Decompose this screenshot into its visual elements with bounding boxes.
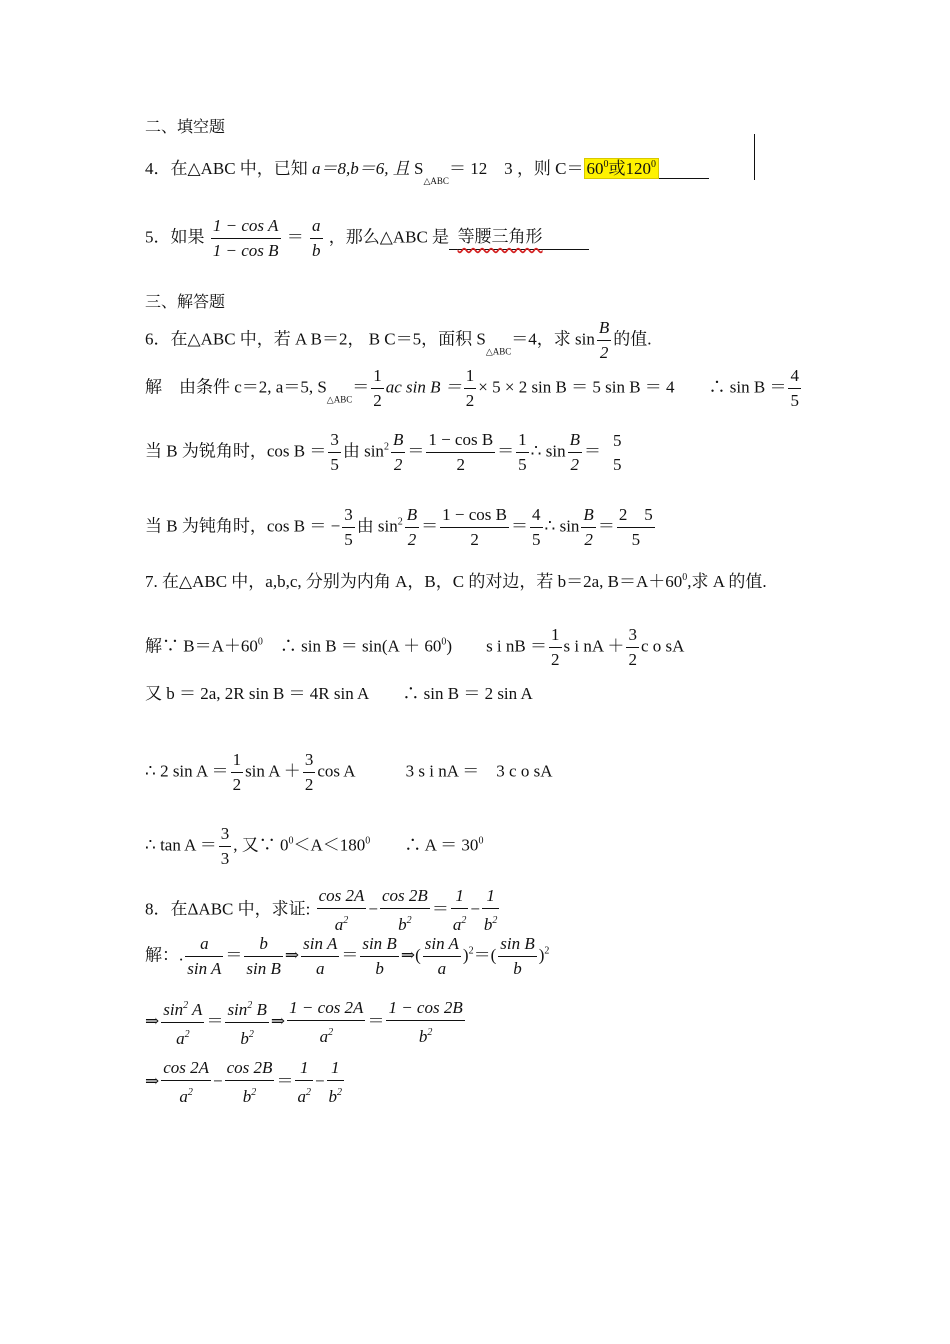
q4-area-value: 12 3 bbox=[470, 159, 513, 178]
u1-lp2: ( bbox=[490, 945, 497, 965]
s2-g-d: 2 bbox=[393, 455, 403, 474]
u1-f6 bbox=[498, 932, 536, 981]
s2-i bbox=[516, 428, 529, 477]
s1-sub: △ABC bbox=[326, 394, 353, 405]
t4-c: ＜A＜180 bbox=[293, 835, 366, 855]
u2-f1-dsup: 2 bbox=[184, 1029, 190, 1040]
t3-f2-n: 3 bbox=[303, 748, 316, 773]
question-5 bbox=[145, 214, 589, 263]
u1-f4-n: sin B bbox=[360, 932, 398, 957]
q4-highlighted-answer bbox=[584, 158, 660, 179]
s1-half2 bbox=[464, 364, 477, 413]
t4-a: ∴ tan A ＝ bbox=[145, 835, 217, 855]
u3-f4-sup: 2 bbox=[337, 1087, 343, 1098]
u2-f4-sup: 2 bbox=[427, 1027, 433, 1038]
s3-i-d: 5 bbox=[532, 530, 541, 549]
q6-tail: 的值. bbox=[613, 329, 652, 349]
u2-f3 bbox=[287, 996, 365, 1049]
u3-f1 bbox=[161, 1056, 211, 1109]
t1-sup: 0 bbox=[257, 636, 263, 648]
q8-f1-n: cos 2A bbox=[317, 884, 367, 909]
t3-f1-d: 2 bbox=[232, 775, 242, 794]
s2-f-d: 5 bbox=[330, 455, 339, 474]
q7-sup: 0 bbox=[682, 572, 688, 583]
q8-f2 bbox=[380, 884, 430, 937]
t4-d: ∴ A ＝ 30 bbox=[370, 835, 479, 855]
q6-frac-d: 2 bbox=[599, 343, 609, 362]
s3-i bbox=[530, 503, 543, 552]
s3-a: 当 B 为钝角时，cos B ＝ − bbox=[145, 516, 341, 536]
t1-f2-n: 3 bbox=[626, 623, 639, 648]
u2-f2-dsup: 2 bbox=[248, 1029, 254, 1040]
t1-e: c o sA bbox=[640, 636, 685, 656]
u1-f5 bbox=[423, 932, 461, 981]
q8-solution-line-1 bbox=[145, 932, 549, 981]
q5-answer-blank bbox=[449, 225, 589, 250]
q8-f3 bbox=[451, 884, 469, 937]
q5-den1: 1 − cos B bbox=[212, 241, 279, 260]
q4-area-sub: △ABC bbox=[423, 176, 449, 186]
s3-j-d: 2 bbox=[584, 530, 593, 549]
s2-a: 当 B 为锐角时，cos B ＝ bbox=[145, 441, 327, 461]
u1-f2-d: sin B bbox=[246, 959, 281, 978]
s2-j-n: B bbox=[568, 428, 582, 453]
q8-f3-d: a bbox=[452, 915, 462, 934]
q5-num2: a bbox=[310, 214, 323, 239]
u3-f2-n: cos 2B bbox=[225, 1056, 275, 1081]
u2-f1-na: A bbox=[192, 1000, 203, 1019]
q4-answer-60: 60 bbox=[586, 159, 604, 178]
q8-text: 8．在ΔABC 中，求证: bbox=[145, 899, 311, 919]
u3-f1-n: cos 2A bbox=[161, 1056, 211, 1081]
q7-solution-line-2: 又 b ＝ 2a, 2R sin B ＝ 4R sin A ∴ sin B ＝ 2 sin A bbox=[145, 684, 533, 703]
t1-a: 解∵ B＝A＋60 bbox=[145, 636, 258, 656]
q7-solution-line-1 bbox=[145, 623, 684, 672]
t1-b: ∴ sin B ＝ sin(A ＋ 60 bbox=[262, 636, 442, 656]
q6-solution-line-2 bbox=[145, 428, 625, 477]
t3-f1-n: 1 bbox=[231, 748, 244, 773]
q5-answer: 等腰三角形 bbox=[457, 227, 543, 247]
question-4 bbox=[145, 153, 709, 193]
q8-eq: ＝ bbox=[431, 899, 449, 919]
u2-f4-d: b bbox=[418, 1027, 428, 1046]
s1-half2-d: 2 bbox=[465, 391, 475, 410]
u3-f3-n: 1 bbox=[295, 1056, 313, 1081]
s3-f-n: 3 bbox=[342, 503, 355, 528]
u2-f3-sup: 2 bbox=[328, 1027, 334, 1038]
q8-solution-line-2 bbox=[145, 994, 467, 1051]
u3-f2 bbox=[225, 1056, 275, 1109]
s2-k bbox=[611, 429, 624, 477]
u3-f3-d: a bbox=[297, 1087, 306, 1106]
u1-f1 bbox=[185, 932, 223, 981]
t4-sup: 0 bbox=[288, 835, 294, 847]
section-title-solutions: 三、解答题 bbox=[145, 294, 226, 311]
text-cursor-bar bbox=[754, 134, 755, 180]
u3-arrow: ⇒ bbox=[145, 1071, 160, 1091]
t3-b: sin A ＋ bbox=[245, 761, 301, 781]
q6-text2: ＝4，求 sin bbox=[511, 329, 595, 349]
u2-eq2: ＝ bbox=[367, 1011, 385, 1031]
u3-f2-d: b bbox=[242, 1087, 252, 1106]
q5-eq: ＝ bbox=[286, 227, 304, 247]
q5-num1: 1 − cos A bbox=[211, 214, 281, 239]
s2-sup: 2 bbox=[383, 441, 389, 453]
s2-i-d: 5 bbox=[518, 455, 527, 474]
s3-j-n: B bbox=[581, 503, 595, 528]
s2-g-n: B bbox=[391, 428, 405, 453]
q4-degree-b: 0 bbox=[651, 159, 657, 170]
q4-area-symbol: S bbox=[414, 159, 424, 178]
section-title-fill-in: 二、填空题 bbox=[145, 119, 226, 136]
s3-k bbox=[617, 503, 655, 552]
u2-f1-d: a bbox=[176, 1029, 185, 1048]
s2-b: 由 sin bbox=[342, 441, 384, 461]
u3-f2-sup: 2 bbox=[251, 1087, 257, 1098]
u1-f1-n: a bbox=[185, 932, 223, 957]
s2-f-n: 3 bbox=[328, 428, 341, 453]
u1-arrow2: ⇒ bbox=[400, 945, 416, 965]
u1-f1-d: sin A bbox=[187, 959, 222, 978]
u2-f1 bbox=[161, 994, 204, 1051]
u2-f2-n: sin bbox=[227, 1000, 248, 1019]
q6-solution-line-3 bbox=[145, 503, 657, 552]
s3-e: ∴ sin bbox=[544, 516, 580, 536]
q6-sub: △ABC bbox=[485, 346, 512, 357]
u2-f3-n: 1 − cos 2A bbox=[287, 996, 365, 1021]
t4-f-n: 3 bbox=[219, 822, 232, 847]
t3-c: cos A 3 s i nA ＝ 3 c o sA bbox=[317, 761, 553, 781]
q8-f3-n: 1 bbox=[451, 884, 469, 909]
s3-h-n: 1 − cos B bbox=[440, 503, 509, 528]
q6-frac-n: B bbox=[597, 316, 611, 341]
s1-four-fifths bbox=[788, 364, 801, 413]
q8-f4-sup: 2 bbox=[492, 915, 498, 926]
u3-eq: ＝ bbox=[276, 1071, 294, 1091]
u2-f1-sup: 2 bbox=[183, 1000, 189, 1011]
s1-dn: 5 bbox=[790, 391, 799, 410]
question-8 bbox=[145, 884, 501, 937]
u1-f6-n: sin B bbox=[498, 932, 536, 957]
s2-k-d: 5 bbox=[612, 454, 622, 474]
s3-g-d: 2 bbox=[407, 530, 417, 549]
s2-e: ∴ sin bbox=[530, 441, 566, 461]
t3-f1 bbox=[231, 748, 244, 797]
t4-b: , 又∵ 0 bbox=[233, 835, 289, 855]
s3-g bbox=[405, 503, 419, 552]
q6-frac bbox=[597, 316, 611, 365]
s1-c: ac sin B ＝ bbox=[385, 377, 462, 397]
q4-area-eq: ＝ bbox=[448, 159, 466, 178]
q6-solution-line-1 bbox=[145, 364, 803, 413]
u1-rp: ) bbox=[462, 945, 469, 965]
q8-f4-d: b bbox=[483, 915, 493, 934]
q5-mid: ，那么△ABC 是 bbox=[328, 227, 450, 247]
q4-answer-blank bbox=[584, 159, 710, 179]
t4-f bbox=[219, 822, 232, 871]
q8-f4-n: 1 bbox=[482, 884, 500, 909]
u2-f2 bbox=[225, 994, 268, 1051]
question-6 bbox=[145, 316, 652, 365]
q5-den2: b bbox=[312, 241, 321, 260]
s1-half-d: 2 bbox=[373, 391, 382, 410]
q8-f1 bbox=[317, 884, 367, 937]
t3-f2 bbox=[303, 748, 316, 797]
u1-lp: ( bbox=[415, 945, 421, 965]
t1-f1 bbox=[549, 623, 562, 672]
s1-half-n: 1 bbox=[371, 364, 384, 389]
s2-h bbox=[426, 428, 495, 477]
s3-f2: ＝ bbox=[597, 516, 615, 536]
u2-f4 bbox=[386, 996, 464, 1049]
u2-f1-n: sin bbox=[163, 1000, 184, 1019]
u2-f2-sup: 2 bbox=[247, 1000, 253, 1011]
s2-k-n: 5 bbox=[612, 430, 622, 450]
t3-a: ∴ 2 sin A ＝ bbox=[145, 761, 229, 781]
s3-c: ＝ bbox=[421, 516, 439, 536]
u1-sup: 2 bbox=[468, 945, 474, 957]
s3-g-n: B bbox=[405, 503, 419, 528]
t4-sup3: 0 bbox=[478, 835, 484, 847]
s3-h-d: 2 bbox=[470, 530, 479, 549]
s3-b: 由 sin bbox=[356, 516, 398, 536]
q7-solution-line-3 bbox=[145, 748, 553, 797]
u3-f3-sup: 2 bbox=[305, 1087, 311, 1098]
t4-sup2: 0 bbox=[365, 835, 371, 847]
u1-f4 bbox=[360, 932, 398, 981]
q8-f2-sup: 2 bbox=[406, 915, 412, 926]
q5-fraction-cos bbox=[211, 214, 281, 263]
u3-f4 bbox=[327, 1056, 345, 1109]
q8-f1-d: a bbox=[334, 915, 344, 934]
q8-minus2: − bbox=[470, 899, 480, 919]
u1-eq: ＝ bbox=[225, 945, 243, 965]
s3-d: ＝ bbox=[511, 516, 529, 536]
u1-rp2: ) bbox=[538, 945, 545, 965]
u2-f2-na: B bbox=[256, 1000, 267, 1019]
s3-sup: 2 bbox=[397, 516, 403, 528]
q4-degree-a: 0 bbox=[603, 159, 609, 170]
u2-f4-n: 1 − cos 2B bbox=[386, 996, 464, 1021]
u2-arrow2: ⇒ bbox=[270, 1011, 286, 1031]
q5-prefix: 5．如果 bbox=[145, 227, 205, 247]
u2-eq: ＝ bbox=[206, 1011, 224, 1031]
t1-f2 bbox=[626, 623, 639, 672]
t1-f1-n: 1 bbox=[549, 623, 562, 648]
u1-f5-n: sin A bbox=[423, 932, 461, 957]
q6-text: 6．在△ABC 中，若 A B＝2， B C＝5，面积 S bbox=[145, 329, 486, 349]
t1-c: ) s i nB ＝ bbox=[446, 636, 547, 656]
u1-f6-d: b bbox=[513, 959, 522, 978]
t1-d: s i nA ＋ bbox=[563, 636, 625, 656]
q4-answer-or-120: 或120 bbox=[608, 159, 652, 178]
u1-arrow: ⇒ bbox=[284, 945, 300, 965]
u1-eq2: ＝ bbox=[341, 945, 359, 965]
q8-f3-sup: 2 bbox=[461, 915, 467, 926]
q8-f2-d: b bbox=[398, 915, 407, 934]
s3-h bbox=[440, 503, 509, 552]
u1-sup2: 2 bbox=[544, 945, 550, 957]
s1-d: × 5 × 2 sin B ＝ 5 sin B ＝ 4 ∴ sin B ＝ bbox=[478, 377, 787, 397]
s1-half bbox=[371, 364, 384, 413]
u3-minus: − bbox=[213, 1071, 223, 1091]
q8-f1-sup: 2 bbox=[343, 915, 349, 926]
u1-eq3: ＝ bbox=[473, 945, 491, 965]
q8-f2-n: cos 2B bbox=[380, 884, 430, 909]
u3-f4-d: b bbox=[328, 1087, 338, 1106]
q4-given: a＝8,b＝6, 且 bbox=[312, 159, 410, 178]
s3-f bbox=[342, 503, 355, 552]
u2-f3-d: a bbox=[319, 1027, 329, 1046]
u3-f3 bbox=[295, 1056, 313, 1109]
s2-d: ＝ bbox=[497, 441, 515, 461]
u2-arrow: ⇒ bbox=[145, 1011, 160, 1031]
u1-f3-d: a bbox=[315, 959, 325, 978]
s3-k-d: 5 bbox=[631, 530, 641, 549]
s2-h-n: 1 − cos B bbox=[426, 428, 495, 453]
q7-tail: ,求 A 的值. bbox=[687, 572, 767, 591]
s3-j bbox=[581, 503, 595, 552]
s1-n: 4 bbox=[788, 364, 801, 389]
s3-i-n: 4 bbox=[530, 503, 543, 528]
t1-f2-d: 2 bbox=[628, 650, 637, 669]
s3-k-n: 2 5 bbox=[617, 503, 655, 528]
u3-f1-d: a bbox=[179, 1087, 188, 1106]
t3-f2-d: 2 bbox=[304, 775, 314, 794]
u1-f5-d: a bbox=[437, 959, 447, 978]
s2-h-d: 2 bbox=[456, 455, 465, 474]
q8-f4 bbox=[482, 884, 500, 937]
u3-f1-sup: 2 bbox=[187, 1087, 193, 1098]
t1-f1-d: 2 bbox=[551, 650, 560, 669]
s2-c: ＝ bbox=[407, 441, 425, 461]
t1-sup2: 0 bbox=[441, 636, 447, 648]
q4-prefix: 4．在△ABC 中，已知 bbox=[145, 159, 308, 178]
u1-f3-n: sin A bbox=[301, 932, 339, 957]
q8-minus: − bbox=[368, 899, 379, 919]
q7-solution-line-4 bbox=[145, 822, 483, 871]
s2-j bbox=[568, 428, 582, 477]
u3-f4-n: 1 bbox=[327, 1056, 345, 1081]
u1-f2-n: b bbox=[244, 932, 282, 957]
u1-a: 解：. bbox=[145, 945, 184, 965]
s2-f2: ＝ bbox=[583, 441, 601, 461]
s1-half2-n: 1 bbox=[464, 364, 477, 389]
u2-f2-d: b bbox=[240, 1029, 249, 1048]
s2-i-n: 1 bbox=[516, 428, 529, 453]
u1-f4-d: b bbox=[375, 959, 384, 978]
t4-f-d: 3 bbox=[220, 849, 230, 868]
q7-text: 7. 在△ABC 中，a,b,c, 分别为内角 A，B，C 的对边，若 b＝2a, B＝A＋60 bbox=[145, 572, 683, 591]
question-7 bbox=[145, 566, 767, 594]
s2-j-d: 2 bbox=[570, 455, 580, 474]
q4-mid: ，则 C＝ bbox=[516, 159, 584, 178]
s1-b: ＝ bbox=[352, 377, 370, 397]
u3-minus2: − bbox=[314, 1071, 325, 1091]
u1-f2 bbox=[244, 932, 282, 981]
s3-f-d: 5 bbox=[344, 530, 353, 549]
u1-f3 bbox=[301, 932, 339, 981]
q8-solution-line-3 bbox=[145, 1056, 346, 1109]
s2-f bbox=[328, 428, 341, 477]
s1-a: 解 由条件 c＝2, a＝5, S bbox=[145, 377, 327, 397]
q5-fraction-ab bbox=[310, 214, 323, 263]
s2-g bbox=[391, 428, 405, 477]
